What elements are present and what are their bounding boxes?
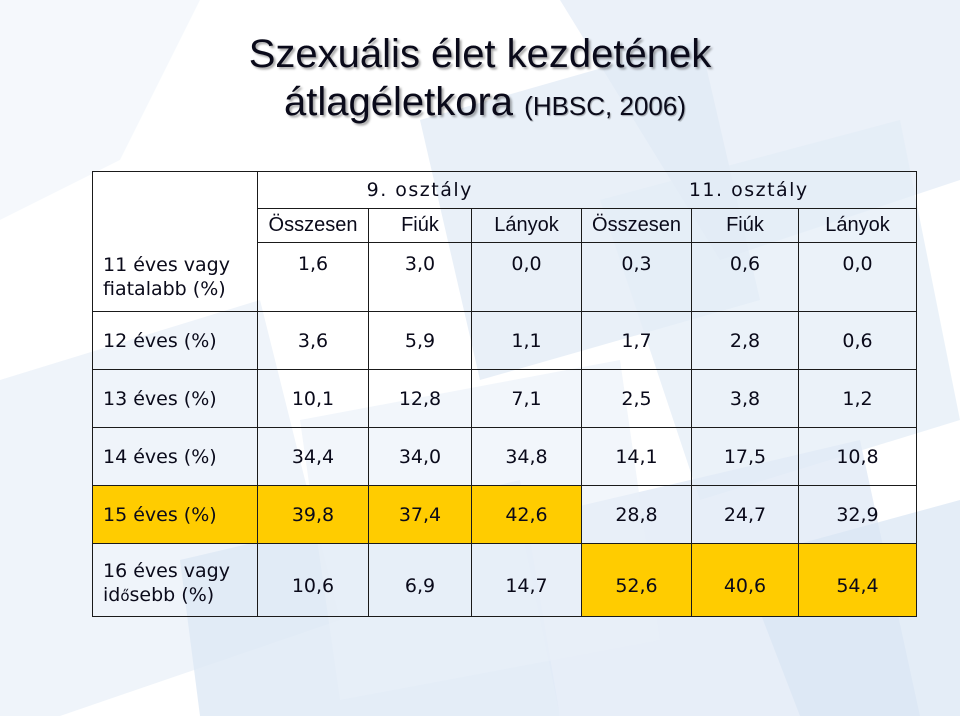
table-cell: 10,1 [258,370,369,428]
row-label [93,544,258,617]
table-cell: 10,8 [799,428,917,486]
row-label [93,243,258,312]
table-cell: 17,5 [692,428,799,486]
table-cell: 28,8 [582,486,692,544]
row-label-line-1: 16 éves vagy [103,559,230,582]
header-lanyok-11: Lányok [799,209,917,243]
table-cell: 0,3 [582,243,692,312]
header-osszesen-11: Összesen [582,209,692,243]
table-cell: 3,8 [692,370,799,428]
table-row-highlighted [93,486,917,544]
table-cell: 32,9 [799,486,917,544]
table-cell: 10,6 [258,544,369,617]
table-cell: 14,7 [472,544,582,617]
table-cell-highlighted: 42,6 [472,486,582,544]
table-cell: 5,9 [369,312,472,370]
title-source: (HBSC, 2006) [524,91,686,121]
table-row [93,312,917,370]
table-cell: 2,5 [582,370,692,428]
table-cell: 0,6 [799,312,917,370]
data-table [92,171,917,617]
header-lanyok-9: Lányok [472,209,582,243]
table-cell: 3,0 [369,243,472,312]
table-cell: 1,6 [258,243,369,312]
table-cell: 24,7 [692,486,799,544]
row-label-line-2a: id [103,583,121,606]
table-cell-highlighted: 40,6 [692,544,799,617]
title-main-text: átlagéletkora [283,80,514,124]
table-cell: 2,8 [692,312,799,370]
table-cell: 34,0 [369,428,472,486]
table-cell: 0,0 [472,243,582,312]
table-cell: 34,8 [472,428,582,486]
row-label: 13 éves (%) [93,370,258,428]
row-label-line-1: 11 éves vagy [103,253,230,276]
table-cell: 12,8 [369,370,472,428]
table-cell: 0,6 [692,243,799,312]
table-cell: 3,6 [258,312,369,370]
table-cell: 1,7 [582,312,692,370]
row-label: 15 éves (%) [93,486,258,544]
corner-cell [93,172,258,243]
row-label: 14 éves (%) [93,428,258,486]
table-row [93,428,917,486]
table-cell: 1,1 [472,312,582,370]
table-cell-highlighted: 52,6 [582,544,692,617]
table-cell: 0,0 [799,243,917,312]
group-header-11: 11. osztály [582,172,917,209]
table-cell: 34,4 [258,428,369,486]
table-cell: 1,2 [799,370,917,428]
slide-title [0,30,960,130]
table-cell: 7,1 [472,370,582,428]
table-cell: 14,1 [582,428,692,486]
header-osszesen-9: Összesen [258,209,369,243]
header-fiuk-9: Fiúk [369,209,472,243]
row-label-line-2: fiatalabb (%) [103,277,226,300]
row-label: 12 éves (%) [93,312,258,370]
table-cell-highlighted: 54,4 [799,544,917,617]
group-header-row [93,172,917,209]
table-row [93,370,917,428]
header-fiuk-11: Fiúk [692,209,799,243]
row-label-line-2c: sebb (%) [129,583,215,606]
table-cell-highlighted: 37,4 [369,486,472,544]
title-line-1: Szexuális élet kezdetének [248,32,712,76]
table-cell: 6,9 [369,544,472,617]
table-cell-highlighted: 39,8 [258,486,369,544]
group-header-9: 9. osztály [258,172,582,209]
row-label-line-2b: ő [120,586,130,605]
table-row [93,243,917,312]
title-line-2 [0,78,960,130]
table-row [93,544,917,617]
